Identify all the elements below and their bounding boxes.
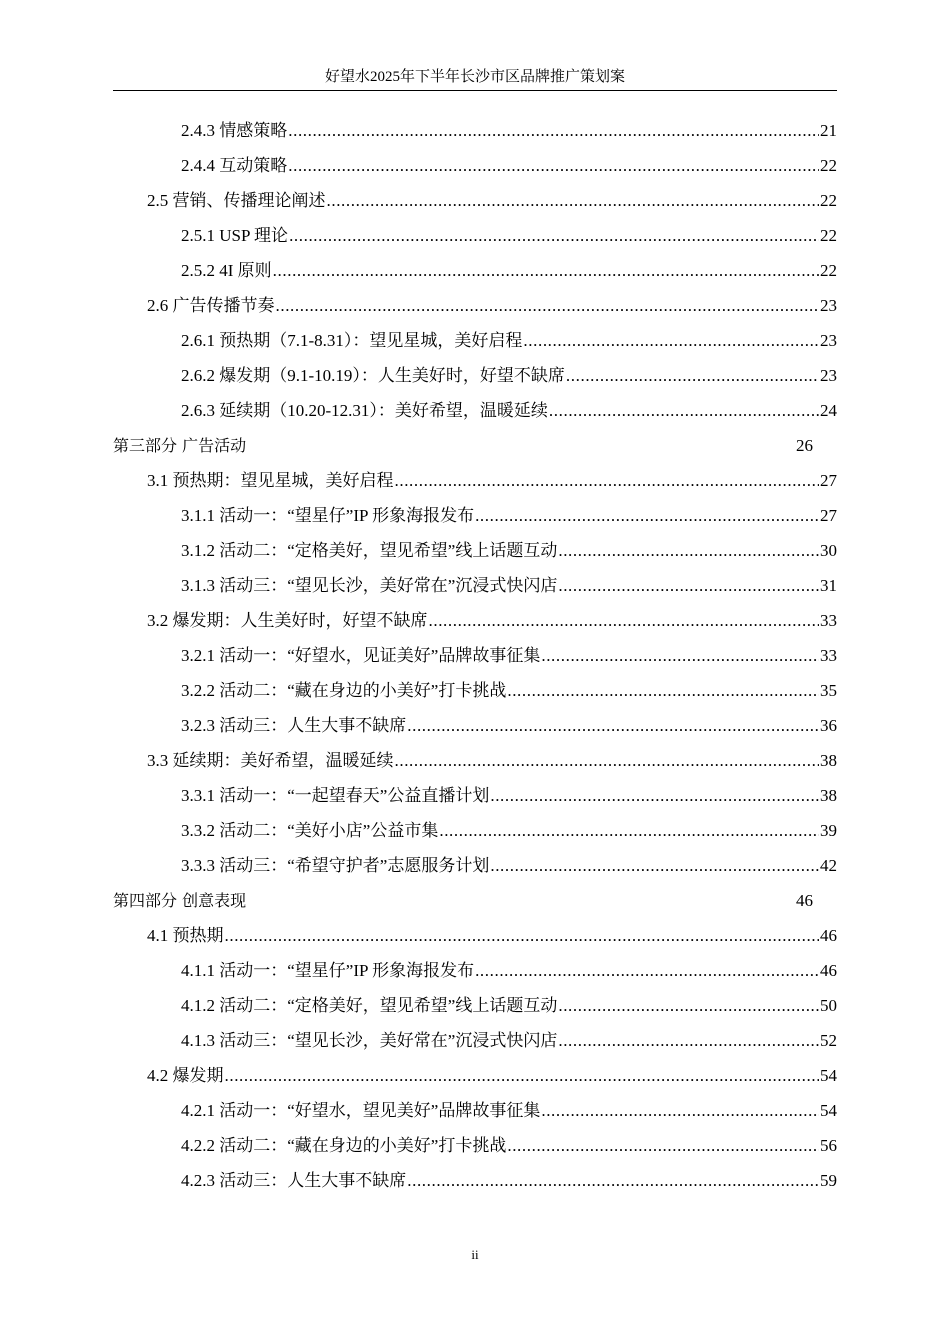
- toc-leader-dots: [490, 854, 819, 878]
- toc-entry-label: 3.2.1 活动一：“好望水，见证美好”品牌故事征集: [181, 646, 541, 665]
- toc-entry-label: 2.6.1 预热期（7.1-8.31）：望见星城，美好启程: [181, 331, 523, 350]
- toc-entry-label: 2.6 广告传播节奏: [147, 296, 275, 315]
- toc-entry-label: 3.2.3 活动三：人生大事不缺席: [181, 716, 407, 735]
- toc-entry[interactable]: [181, 119, 837, 143]
- toc-entry[interactable]: [181, 1099, 837, 1123]
- toc-leader-dots: [407, 1169, 819, 1193]
- toc-leader-dots: [225, 1064, 820, 1088]
- toc-entry[interactable]: [181, 714, 837, 738]
- toc-entry-label: 2.4.3 情感策略: [181, 121, 288, 140]
- toc-entry-page: 54: [820, 1066, 837, 1085]
- toc-entry-label: 2.5 营销、传播理论阐述: [147, 191, 326, 210]
- toc-entry[interactable]: [147, 294, 837, 318]
- toc-entry-page: 27: [820, 506, 837, 525]
- toc-entry-page: 23: [820, 331, 837, 350]
- toc-entry[interactable]: [181, 1169, 837, 1193]
- toc-leader-dots: [475, 504, 819, 528]
- toc-leader-dots: [475, 959, 819, 983]
- toc-entry-page: 46: [820, 961, 837, 980]
- toc-entry-page: 38: [820, 751, 837, 770]
- toc-leader-dots: [549, 399, 819, 423]
- toc-entry[interactable]: [181, 399, 837, 423]
- toc-leader-dots: [558, 1029, 819, 1053]
- toc-entry[interactable]: [181, 504, 837, 528]
- toc-entry-page: 22: [820, 226, 837, 245]
- toc-entry[interactable]: [181, 1134, 837, 1158]
- toc-entry-page: 31: [820, 576, 837, 595]
- toc-entry-page: 22: [820, 156, 837, 175]
- toc-entry-page: 54: [820, 1101, 837, 1120]
- toc-leader-dots: [276, 294, 820, 318]
- toc-leader-dots: [273, 259, 819, 283]
- toc-entry-label: 4.1 预热期: [147, 926, 224, 945]
- toc-leader-dots: [541, 644, 819, 668]
- toc-leader-dots: [327, 189, 820, 213]
- toc-entry-label: 2.5.2 4I 原则: [181, 261, 272, 280]
- toc-entry-label: 3.2 爆发期：人生美好时，好望不缺席: [147, 611, 428, 630]
- toc-entry[interactable]: [181, 959, 837, 983]
- toc-entry-page: 33: [820, 611, 837, 630]
- toc-leader-dots: [490, 784, 819, 808]
- toc-entry-page: 36: [820, 716, 837, 735]
- toc-leader-dots: [507, 1134, 819, 1158]
- toc-entry[interactable]: [181, 539, 837, 563]
- toc-entry-page: 56: [820, 1136, 837, 1155]
- toc-leader-dots: [288, 119, 819, 143]
- toc-entry[interactable]: [147, 469, 837, 493]
- toc-leader-dots: [558, 994, 819, 1018]
- toc-entry-label: 4.1.3 活动三：“望见长沙，美好常在”沉浸式快闪店: [181, 1031, 558, 1050]
- toc-entry-label: 2.4.4 互动策略: [181, 156, 288, 175]
- toc-leader-dots: [429, 609, 820, 633]
- toc-entry-page: 46: [820, 926, 837, 945]
- toc-leader-dots: [558, 539, 819, 563]
- toc-entry[interactable]: [181, 154, 837, 178]
- toc-entry[interactable]: [181, 994, 837, 1018]
- toc-entry-label: 4.1.2 活动二：“定格美好，望见希望”线上话题互动: [181, 996, 558, 1015]
- toc-part-heading[interactable]: [113, 889, 813, 913]
- toc-leader-dots: [566, 364, 819, 388]
- toc-entry[interactable]: [181, 364, 837, 388]
- toc-entry-label: 第三部分 广告活动: [113, 436, 247, 455]
- toc-entry-label: 2.6.2 爆发期（9.1-10.19）：人生美好时，好望不缺席: [181, 366, 565, 385]
- toc-entry-label: 3.1 预热期：望见星城，美好启程: [147, 471, 394, 490]
- toc-leader-dots: [395, 749, 820, 773]
- toc-entry-page: 21: [820, 121, 837, 140]
- toc-entry[interactable]: [181, 784, 837, 808]
- toc-entry-page: 23: [820, 366, 837, 385]
- toc-leader-dots: [558, 574, 819, 598]
- toc-entry-page: 22: [820, 261, 837, 280]
- toc-entry-page: 33: [820, 646, 837, 665]
- toc-entry-label: 3.2.2 活动二：“藏在身边的小美好”打卡挑战: [181, 681, 507, 700]
- toc-entry-page: 42: [820, 856, 837, 875]
- toc-entry[interactable]: [147, 749, 837, 773]
- toc-entry-page: 59: [820, 1171, 837, 1190]
- toc-entry[interactable]: [181, 1029, 837, 1053]
- toc-entry[interactable]: [181, 854, 837, 878]
- toc-entry-page: 35: [820, 681, 837, 700]
- toc-entry-page: 39: [820, 821, 837, 840]
- toc-leader-dots: [541, 1099, 819, 1123]
- toc-entry[interactable]: [147, 609, 837, 633]
- toc-entry[interactable]: [147, 189, 837, 213]
- toc-entry-label: 3.3.2 活动二：“美好小店”公益市集: [181, 821, 439, 840]
- toc-entry-page: 52: [820, 1031, 837, 1050]
- toc-entry-label: 3.3.1 活动一：“一起望春天”公益直播计划: [181, 786, 490, 805]
- toc-leader-dots: [507, 679, 819, 703]
- toc-entry-page: 27: [820, 471, 837, 490]
- toc-part-heading[interactable]: [113, 434, 813, 458]
- toc-leader-dots: [225, 924, 820, 948]
- toc-entry[interactable]: [181, 574, 837, 598]
- toc-entry-label: 4.2.3 活动三：人生大事不缺席: [181, 1171, 407, 1190]
- toc-leader-dots: [288, 154, 819, 178]
- toc-leader-dots: [523, 329, 819, 353]
- header-divider: [113, 90, 837, 91]
- toc-leader-dots: [439, 819, 819, 843]
- toc-entry-page: 26: [796, 436, 813, 455]
- toc-entry-label: 4.2.2 活动二：“藏在身边的小美好”打卡挑战: [181, 1136, 507, 1155]
- toc-entry[interactable]: [181, 259, 837, 283]
- page-header-title: 好望水2025年下半年长沙市区品牌推广策划案: [324, 69, 625, 85]
- toc-entry-label: 2.6.3 延续期（10.20-12.31）：美好希望，温暖延续: [181, 401, 548, 420]
- toc-entry[interactable]: [147, 924, 837, 948]
- toc-entry-label: 3.1.2 活动二：“定格美好，望见希望”线上话题互动: [181, 541, 558, 560]
- toc-entry-page: 24: [820, 401, 837, 420]
- toc-entry[interactable]: [181, 329, 837, 353]
- toc-entry-page: 50: [820, 996, 837, 1015]
- toc-entry-page: 22: [820, 191, 837, 210]
- toc-entry-label: 3.1.3 活动三：“望见长沙，美好常在”沉浸式快闪店: [181, 576, 558, 595]
- toc-entry[interactable]: [181, 644, 837, 668]
- toc-entry-label: 3.1.1 活动一：“望星仔”IP 形象海报发布: [181, 506, 475, 525]
- toc-entry-label: 第四部分 创意表现: [113, 891, 247, 910]
- toc-entry[interactable]: [181, 679, 837, 703]
- toc-entry-label: 3.3 延续期：美好希望，温暖延续: [147, 751, 394, 770]
- toc-entry-page: 23: [820, 296, 837, 315]
- toc-entry-page: 30: [820, 541, 837, 560]
- toc-entry[interactable]: [147, 1064, 837, 1088]
- toc-entry-label: 4.2 爆发期: [147, 1066, 224, 1085]
- toc-entry-label: 3.3.3 活动三：“希望守护者”志愿服务计划: [181, 856, 490, 875]
- page-number-footer: ii: [471, 1247, 479, 1262]
- toc-entry[interactable]: [181, 224, 837, 248]
- toc-leader-dots: [407, 714, 819, 738]
- toc-entry-label: 4.2.1 活动一：“好望水，望见美好”品牌故事征集: [181, 1101, 541, 1120]
- toc-entry-label: 4.1.1 活动一：“望星仔”IP 形象海报发布: [181, 961, 475, 980]
- toc-leader-dots: [395, 469, 820, 493]
- toc-entry-label: 2.5.1 USP 理论: [181, 226, 289, 245]
- toc-entry[interactable]: [181, 819, 837, 843]
- toc-leader-dots: [289, 224, 819, 248]
- toc-entry-page: 38: [820, 786, 837, 805]
- toc-entry-page: 46: [796, 891, 813, 910]
